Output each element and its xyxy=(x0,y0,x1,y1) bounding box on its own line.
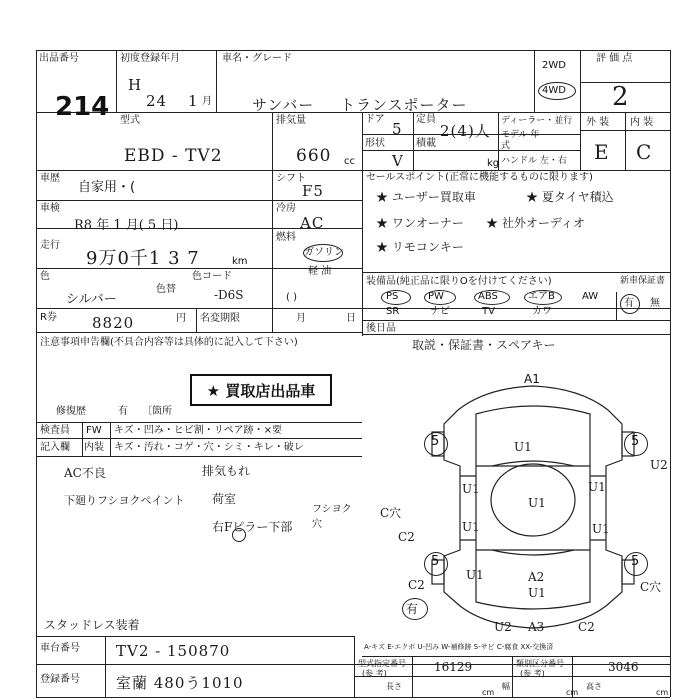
rear-items-label: 後日品 xyxy=(366,323,396,334)
equip-sr: SR xyxy=(386,306,400,317)
sales-point-3: ★ ワンオーナー xyxy=(376,216,464,230)
first-reg-label: 初度登録年月 xyxy=(120,53,180,64)
col-footer-right xyxy=(354,636,355,697)
mark-u1-right-rear: U1 xyxy=(592,522,610,536)
month-unit: 月 xyxy=(202,96,212,107)
col-disp xyxy=(272,112,273,170)
mark-u1-roof: U1 xyxy=(528,496,546,510)
equip-abs: ABS xyxy=(478,291,498,302)
col-footer xyxy=(105,636,106,697)
studless-note: スタッドレス装着 xyxy=(44,618,140,632)
col-mid xyxy=(362,112,363,336)
col-shift xyxy=(272,170,273,332)
tire-fl: 5 xyxy=(431,434,440,449)
sales-point-5: ★ リモコンキー xyxy=(376,240,464,254)
recycle-value: 8820 xyxy=(92,314,135,332)
mileage-value: 9万0千1 3 7 xyxy=(86,248,200,269)
new-warranty-label: 新車保証書 xyxy=(620,276,666,286)
tire-rr: 5 xyxy=(631,554,640,569)
car-grade: トランスポーター xyxy=(340,96,468,114)
color-label: 色 xyxy=(40,271,50,282)
km-unit: km xyxy=(232,256,248,267)
mileage-label: 走行 xyxy=(40,240,60,251)
col-reg xyxy=(216,50,217,112)
comment-ac: AC不良 xyxy=(64,466,106,480)
sales-point-4-text: 社外オーディオ xyxy=(501,216,585,230)
col-score xyxy=(580,50,581,170)
interior-label: 内 装 xyxy=(630,117,654,128)
mark-c2-left: C2 xyxy=(398,530,415,544)
mark-c-hole-rear-right: C穴 xyxy=(640,580,662,594)
pillar-mark xyxy=(232,528,246,542)
mark-c2-rear-left: C2 xyxy=(408,578,425,592)
cc-unit: cc xyxy=(344,156,355,167)
col-name-change xyxy=(196,308,197,332)
inspector-code: FW xyxy=(86,425,102,436)
equip-airbag: エアB xyxy=(528,291,555,302)
col-drive xyxy=(534,50,535,112)
color-value: シルバー xyxy=(66,292,117,307)
reg-value: 室蘭 480う1010 xyxy=(116,674,244,692)
exterior-label: 外 装 xyxy=(586,117,610,128)
reg-label: 登録番号 xyxy=(40,674,80,685)
equip-ps: PS xyxy=(386,291,399,302)
inspection-value: R8 年 1 月( 5 日) xyxy=(74,218,179,233)
interior-grade: C xyxy=(636,140,653,164)
rule-row2 xyxy=(36,170,670,171)
shift-value: F5 xyxy=(302,182,324,200)
car-name: サンバー xyxy=(252,96,315,114)
shape-value: V xyxy=(392,152,404,170)
doors-label: ドア xyxy=(365,114,385,125)
warranty-yes: 有 xyxy=(624,298,634,309)
exterior-grade: E xyxy=(594,140,610,164)
rule-footer1 xyxy=(36,636,354,637)
ac-value: AC xyxy=(300,214,325,232)
mark-u1-rear-left: U1 xyxy=(466,568,484,582)
mark-a3: A3 xyxy=(528,620,545,634)
color-change-label: 色替 xyxy=(156,284,176,295)
col-inspector xyxy=(82,422,83,456)
mark-u1-rear: U1 xyxy=(528,586,546,600)
defects-line2: キズ・汚れ・コゲ・穴・シミ・キレ・破レ xyxy=(114,442,304,453)
drive-4wd: 4WD xyxy=(542,85,566,96)
recycle-label: R券 xyxy=(40,312,57,323)
lot-number: 214 xyxy=(55,92,110,122)
type-cert-sub: (参 考) xyxy=(362,669,387,678)
buyback-stamp: ★ 買取店出品車 xyxy=(190,374,332,406)
border-top xyxy=(36,50,670,51)
warranty-no: 無 xyxy=(650,298,660,309)
sales-point-1-text: ユーザー買取車 xyxy=(391,190,476,204)
category-sub: (参 考) xyxy=(520,669,545,678)
mark-u1-left-rear: U1 xyxy=(462,520,480,534)
equip-aw: AW xyxy=(582,291,599,302)
studless-yes: 有 xyxy=(406,602,419,616)
handle-label: ハンドル 左・右 xyxy=(501,156,567,166)
rule-color xyxy=(36,308,670,309)
rear-items-value: 取説・保証書・スペアキー xyxy=(412,338,556,352)
sales-point-3-text: ワンオーナー xyxy=(391,216,464,230)
type-cert-value: 16129 xyxy=(434,660,473,674)
rule-notes xyxy=(36,422,362,423)
comment-underbody: 下廻りフシヨクペイント xyxy=(64,494,185,507)
fuel-gasoline: ガソリン xyxy=(304,247,344,258)
yen-unit: 円 xyxy=(176,313,186,324)
rule-shape xyxy=(362,150,580,151)
fuel-paren: ( ) xyxy=(286,292,297,303)
mark-c-hole-left: C穴 xyxy=(380,506,402,520)
rule-entry xyxy=(36,456,362,457)
sales-point-2-text: 夏タイヤ積込 xyxy=(541,190,614,204)
chassis-label: 車台番号 xyxy=(40,643,80,654)
model-code: EBD - TV2 xyxy=(124,146,223,166)
model-label: 型式 xyxy=(120,115,140,126)
shift-label: シフト xyxy=(276,173,306,184)
diagram-legend: A-キズ E-エクボ U-凹み W-補修跡 S-サビ C-腐食 XX-交換済 xyxy=(364,643,554,651)
history-label: 車歴 xyxy=(40,173,60,184)
entry-label: 記入欄 xyxy=(40,442,70,453)
width-cm: cm xyxy=(566,688,579,697)
mark-u1-left-front: U1 xyxy=(462,482,480,496)
inspection-label: 車検 xyxy=(40,203,60,214)
equip-pw: PW xyxy=(428,291,444,302)
rule-rear xyxy=(362,334,670,335)
rule-footer2 xyxy=(36,664,670,665)
fuel-label: 燃料 xyxy=(276,232,296,243)
rule-history xyxy=(36,200,362,201)
model-year-label: モデル 年式 xyxy=(501,130,540,151)
category-value: 3046 xyxy=(608,660,639,674)
capacity-label: 定員 xyxy=(416,114,436,125)
height-cm: cm xyxy=(656,688,669,697)
col-warranty xyxy=(616,292,617,320)
col-type-cert xyxy=(412,656,413,697)
score-label: 評 価 点 xyxy=(596,53,633,64)
notes-label: 注意事項申告欄(不具合内容等は具体的に記入して下さい) xyxy=(40,337,298,348)
tire-rl: 5 xyxy=(431,554,440,569)
name-change-day: 日 xyxy=(346,313,356,324)
rule-recycle xyxy=(36,332,362,333)
history-value: 自家用・( xyxy=(78,180,136,195)
first-reg-month: 1 xyxy=(188,92,199,110)
rule-sales xyxy=(362,272,670,273)
mark-u2-right: U2 xyxy=(650,458,668,472)
doors-value: 5 xyxy=(392,120,403,138)
score-value: 2 xyxy=(612,82,630,112)
drive-2wd: 2WD xyxy=(542,60,566,71)
kg-unit: kg xyxy=(487,158,500,169)
col-ext-int xyxy=(625,112,626,170)
first-reg-era: H xyxy=(128,76,143,94)
repair-label: 修復歴 xyxy=(56,406,86,417)
lot-no-label: 出品番号 xyxy=(39,53,79,64)
capacity-value: 2(4)人 xyxy=(440,122,491,140)
category-label: 類別区分番号 xyxy=(516,659,564,668)
rule-inspector xyxy=(36,438,362,439)
sales-point-1: ★ ユーザー買取車 xyxy=(376,190,476,204)
comment-rust-hole: フシヨク穴 xyxy=(312,504,352,530)
border-right xyxy=(670,50,671,697)
mark-c2-bottom: C2 xyxy=(578,620,595,634)
color-code-value: -D6S xyxy=(214,288,244,302)
repair-value: 有 xyxy=(118,406,128,417)
col-category-l xyxy=(512,656,513,697)
equip-tv: TV xyxy=(482,306,495,317)
mark-u1-hood: U1 xyxy=(514,440,532,454)
rule-equip xyxy=(362,320,670,321)
shape-label: 形状 xyxy=(365,138,385,149)
sales-point-5-text: リモコンキー xyxy=(391,240,464,254)
diagram-a1: A1 xyxy=(524,372,540,386)
col-lot xyxy=(116,50,117,112)
mark-a2: A2 xyxy=(528,570,545,584)
comment-exhaust: 排気もれ xyxy=(202,464,251,478)
equipment-title: 装備品(純正品に限りOを付けてください) xyxy=(366,276,552,287)
load-label: 積載 xyxy=(416,138,436,149)
ac-label: 冷房 xyxy=(276,203,296,214)
mark-u2-bottom: U2 xyxy=(494,620,512,634)
tire-fr: 5 xyxy=(631,434,640,449)
border-left xyxy=(36,50,37,697)
sales-point-2: ★ 夏タイヤ積込 xyxy=(526,190,614,204)
sales-points-title: セールスポイント(正常に機能するものに限ります) xyxy=(366,172,593,183)
entry-sub: 内装 xyxy=(84,442,104,453)
equip-navi: ナビ xyxy=(430,306,450,317)
col-doors xyxy=(413,112,414,170)
displacement-label: 排気量 xyxy=(276,115,306,126)
height-label: 高さ xyxy=(586,682,602,691)
length-label: 長さ xyxy=(386,682,402,691)
repair-place: 〔箇所 xyxy=(142,406,172,417)
chassis-value: TV2 - 150870 xyxy=(116,642,231,660)
name-change-label: 名変期限 xyxy=(200,313,240,324)
name-change-month: 月 xyxy=(296,313,306,324)
type-cert-label: 型式指定番号 xyxy=(358,659,406,668)
comment-pillar: 右Fピラー下部 xyxy=(212,520,293,534)
width-label: 幅 xyxy=(502,682,510,691)
equip-leather: カワ xyxy=(532,306,552,317)
dealer-label: ディーラー・並行 xyxy=(501,116,573,126)
color-code-label: 色コード xyxy=(192,271,232,282)
inspector-label: 検査員 xyxy=(40,425,70,436)
defects-line1: キズ・凹み・ヒビ割・リペア跡・×要 xyxy=(114,425,282,436)
comment-cargo: 荷室 xyxy=(212,492,237,506)
col-entry xyxy=(110,422,111,456)
sales-point-4: ★ 社外オーディオ xyxy=(486,216,585,230)
rule-footer-top xyxy=(362,656,670,657)
mark-u1-right-front: U1 xyxy=(588,480,606,494)
first-reg-year: 24 xyxy=(146,92,168,110)
car-name-label: 車名・グレード xyxy=(222,53,292,64)
displacement-value: 660 xyxy=(296,146,332,166)
length-cm: cm xyxy=(482,688,495,697)
fuel-light-oil: 軽 油 xyxy=(308,266,332,277)
